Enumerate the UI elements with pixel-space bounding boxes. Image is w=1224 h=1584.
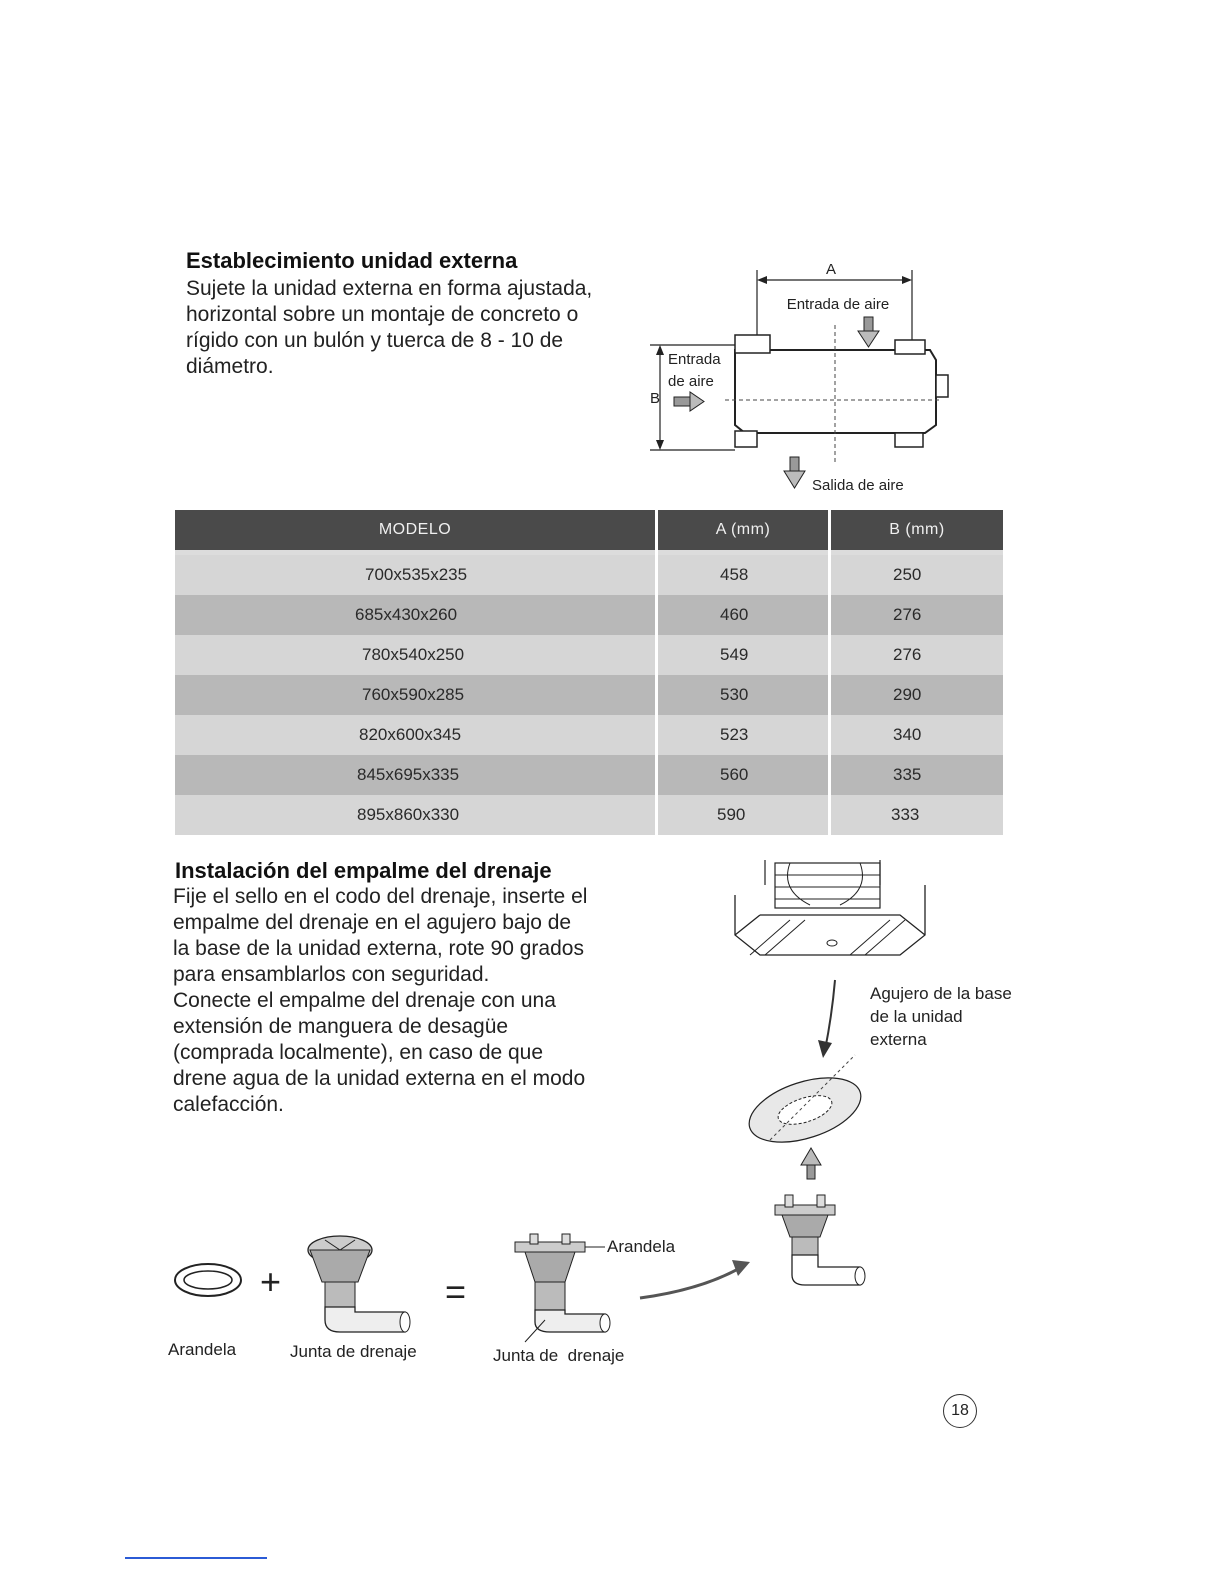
dim-b-arrow-top [656,345,664,355]
page-number: 18 [943,1394,977,1428]
cell-a: 523 [720,725,749,744]
arrow-in-top-shaft [864,317,873,331]
unit-base-drawing [735,860,925,955]
arrow-up-head [801,1148,821,1165]
arrow-in-side-head [690,392,704,411]
valve-block [936,375,948,397]
cell-a: 460 [720,605,749,624]
section1-title: Establecimiento unidad externa [186,248,518,273]
arrow-in-side-shaft [674,397,690,406]
cell-a: 590 [717,805,746,824]
spec-table [175,510,1003,835]
plus-sign: + [260,1261,282,1302]
table-row [175,595,1003,635]
cell-b: 333 [891,805,920,824]
outdoor-unit-diagram [640,255,960,500]
cell-b: 335 [893,765,922,784]
table-row [175,715,1003,755]
drain-joint-1 [308,1236,410,1332]
column-divider [828,510,831,835]
header-a: A (mm) [658,510,828,550]
mount-foot-top-left [735,335,770,353]
dim-a-label: A [825,261,837,278]
section2-paragraph-1: Fije el sello en el codo del drenaje, inserte el empalme del drenaje en el agujero bajo de la base de la unidad externa, rote 90 grados para ensamblarlos con seguridad. [173,885,588,986]
cell-modelo: 685x430x260 [355,605,458,624]
dim-b-label: B [650,390,661,407]
cell-a: 549 [720,645,749,664]
table-row [175,635,1003,675]
cell-modelo: 895x860x330 [357,805,460,824]
cell-a: 560 [720,765,749,784]
arrow-up-shaft [807,1165,815,1179]
dim-b-arrow-bottom [656,440,664,450]
header-modelo: MODELO [175,510,655,550]
base-hole-label: Agujero de la base de la unidad externa [870,984,1012,1049]
entrada-side-label-1: Entrada [668,351,721,368]
cell-a: 458 [720,565,749,584]
cell-a: 530 [720,685,749,704]
dim-a-arrow-left [757,276,767,284]
assembled-joint-label: Junta de drenaje [493,1346,625,1365]
assembly-arrow-curve [640,1268,740,1298]
entrada-top-label: Entrada de aire [786,296,890,313]
arrow-out-shaft [790,457,799,471]
entrada-side-label-2: de aire [668,373,714,390]
table-row [175,555,1003,595]
cell-b: 250 [893,565,922,584]
column-divider [655,510,658,835]
arrow-down-head [818,1040,832,1058]
section2-paragraph-2: Conecte el empalme del drenaje con una extensión de manguera de desagüe (comprada localmente), en caso de que drene agua de la unidad externa en el modo calefacción. [173,989,586,1116]
arrow-out-head [784,471,805,488]
arrow-in-top-head [858,331,879,347]
cell-b: 340 [893,725,922,744]
assembled-washer-label: Arandela [607,1237,676,1256]
cell-modelo: 700x535x235 [365,565,468,584]
table-row [175,795,1003,835]
mount-foot-bottom-right [895,433,923,447]
cell-b: 290 [893,685,922,704]
cell-modelo: 845x695x335 [357,765,460,784]
cell-modelo: 760x590x285 [362,685,465,704]
cell-modelo: 780x540x250 [362,645,465,664]
drain-install-diagram [720,855,1020,1295]
cell-b: 276 [893,645,922,664]
section2-body [173,884,593,1118]
table-row [175,755,1003,795]
section2-title: Instalación del empalme del drenaje [175,858,552,883]
dim-a-arrow-right [902,276,912,284]
drain-joint-label: Junta de drenaje [290,1342,417,1361]
cell-b: 276 [893,605,922,624]
cell-modelo: 820x600x345 [359,725,462,744]
table-row [175,675,1003,715]
assembled-drain-joint [775,1195,865,1285]
mount-foot-top-right [895,340,925,354]
equals-sign: = [445,1271,467,1312]
washer-inner [184,1271,232,1289]
footer-line [125,1557,267,1559]
washer-label: Arandela [168,1340,237,1359]
arrow-down-curve [825,980,835,1050]
drain-joint-2 [515,1234,610,1342]
assembly-arrow-head [732,1260,750,1276]
mount-foot-bottom-left [735,431,757,447]
section1-body: Sujete la unidad externa en forma ajustada, horizontal sobre un montaje de concreto o rígido con un bulón y tuerca de 8 - 10 de diámetro. [186,277,593,378]
salida-label: Salida de aire [812,477,904,494]
header-b: B (mm) [831,510,1003,550]
